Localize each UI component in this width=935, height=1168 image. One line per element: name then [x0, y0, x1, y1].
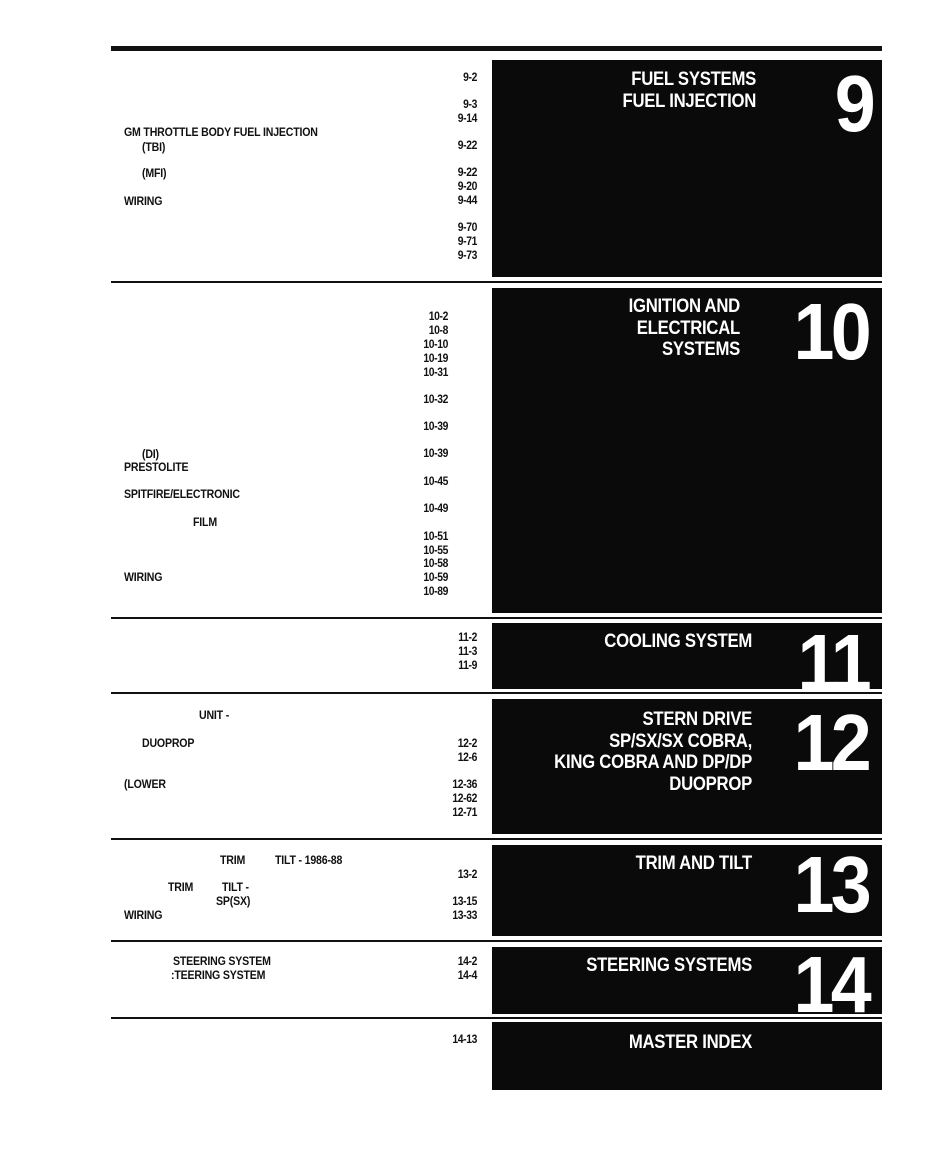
page-number: 9-20: [457, 181, 477, 193]
section-12-entries: [111, 697, 492, 834]
section-14-entries: [111, 945, 492, 1014]
page-number: 13-15: [452, 896, 477, 908]
toc-entry: GM THROTTLE BODY FUEL INJECTION: [124, 127, 318, 139]
page-number: 9-2: [463, 72, 477, 84]
toc-entry: :TEERING SYSTEM: [171, 970, 266, 982]
section-14: [111, 945, 882, 1014]
page-number: 10-19: [423, 353, 448, 365]
toc-entry: WIRING: [124, 910, 163, 922]
section-divider: [111, 838, 882, 840]
section-13-entries: [111, 843, 492, 936]
section-9: [111, 58, 882, 277]
toc-entry: PRESTOLITE: [124, 462, 189, 474]
page-number: 9-22: [457, 140, 477, 152]
section-9-panel: [492, 60, 882, 277]
page-number: 9-3: [463, 99, 477, 111]
section-title: STEERING SYSTEMS: [586, 955, 752, 976]
toc-entry: DUOPROP: [142, 738, 195, 750]
page-number: 10-59: [423, 572, 448, 584]
section-divider: [111, 692, 882, 694]
section-12-panel: [492, 699, 882, 834]
page-number: 10-51: [423, 531, 448, 543]
section-number: 11: [797, 623, 868, 689]
page-number: 12-2: [457, 738, 477, 750]
section-divider: [111, 940, 882, 942]
toc-entry: WIRING: [124, 572, 163, 584]
toc-entry: STEERING SYSTEM: [173, 956, 271, 968]
section-title: TRIM AND TILT: [635, 853, 752, 874]
page-number: 11-9: [458, 660, 477, 672]
section-master-index: [111, 1022, 882, 1090]
toc-entry: (DI): [142, 449, 159, 461]
page-number: 10-8: [428, 325, 448, 337]
section-11-entries: [111, 621, 492, 689]
page-number: 12-71: [452, 807, 477, 819]
page-number: 14-13: [452, 1034, 477, 1046]
toc-entry: TILT -: [222, 882, 249, 894]
toc-entry: TILT - 1986-88: [275, 855, 343, 867]
page-number: 10-49: [423, 503, 448, 515]
section-10-entries: [111, 286, 492, 613]
page-number: 9-71: [457, 236, 477, 248]
toc-entry: (MFI): [142, 168, 167, 180]
section-11: [111, 621, 882, 689]
page-number: 10-58: [423, 558, 448, 570]
page-number: 10-31: [423, 367, 448, 379]
section-divider: [111, 1017, 882, 1019]
section-number: 10: [793, 288, 868, 376]
page-number: 10-39: [423, 421, 448, 433]
toc-entry: FILM: [193, 517, 217, 529]
page-number: 11-2: [458, 632, 477, 644]
section-number: 13: [793, 845, 868, 929]
page-number: 10-10: [423, 339, 448, 351]
page-number: 13-33: [452, 910, 477, 922]
page-number: 12-6: [457, 752, 477, 764]
section-number: 9: [834, 60, 872, 148]
page-number: 10-45: [423, 476, 448, 488]
page-number: 9-22: [457, 167, 477, 179]
section-10: [111, 286, 882, 613]
page-number: 10-2: [428, 311, 448, 323]
toc-entry: TRIM: [168, 882, 194, 894]
section-title: STERN DRIVE SP/SX/SX COBRA, KING COBRA AND DP/DP DUOPROP: [554, 709, 752, 795]
section-9-entries: [111, 58, 492, 277]
section-divider: [111, 617, 882, 619]
page-number: 12-36: [452, 779, 477, 791]
page-number: 14-2: [457, 956, 477, 968]
toc-entry: WIRING: [124, 196, 163, 208]
section-12: [111, 697, 882, 834]
page-number: 9-70: [457, 222, 477, 234]
toc-entry: SPITFIRE/ELECTRONIC: [124, 489, 240, 501]
page-number: 9-14: [457, 113, 477, 125]
page-number: 10-39: [423, 448, 448, 460]
page-number: 11-3: [458, 646, 477, 658]
section-title: COOLING SYSTEM: [604, 631, 752, 652]
section-number: 12: [793, 699, 868, 787]
page-number: 9-44: [457, 195, 477, 207]
section-title: FUEL SYSTEMS FUEL INJECTION: [622, 69, 756, 112]
page-number: 9-73: [457, 250, 477, 262]
toc-entry: UNIT -: [199, 710, 230, 722]
section-title: IGNITION AND ELECTRICAL SYSTEMS: [628, 296, 740, 360]
toc-entry: (TBI): [142, 142, 166, 154]
toc-entry: TRIM: [220, 855, 246, 867]
page-number: 10-55: [423, 545, 448, 557]
page-number: 10-89: [423, 586, 448, 598]
page-number: 14-4: [457, 970, 477, 982]
section-master-index-entries: [111, 1022, 492, 1090]
toc-entry: SP(SX): [216, 896, 251, 908]
section-title: MASTER INDEX: [628, 1032, 752, 1053]
page-number: 12-62: [452, 793, 477, 805]
section-number: 14: [793, 947, 868, 1014]
section-13: [111, 843, 882, 936]
page-number: 13-2: [457, 869, 477, 881]
section-divider: [111, 281, 882, 283]
section-10-panel: [492, 288, 882, 613]
section-14-panel: [492, 947, 882, 1014]
top-rule: [111, 46, 882, 51]
section-11-panel: [492, 623, 882, 689]
section-13-panel: [492, 845, 882, 936]
toc-entry: (LOWER: [124, 779, 166, 791]
section-master-index-panel: [492, 1022, 882, 1090]
page-number: 10-32: [423, 394, 448, 406]
